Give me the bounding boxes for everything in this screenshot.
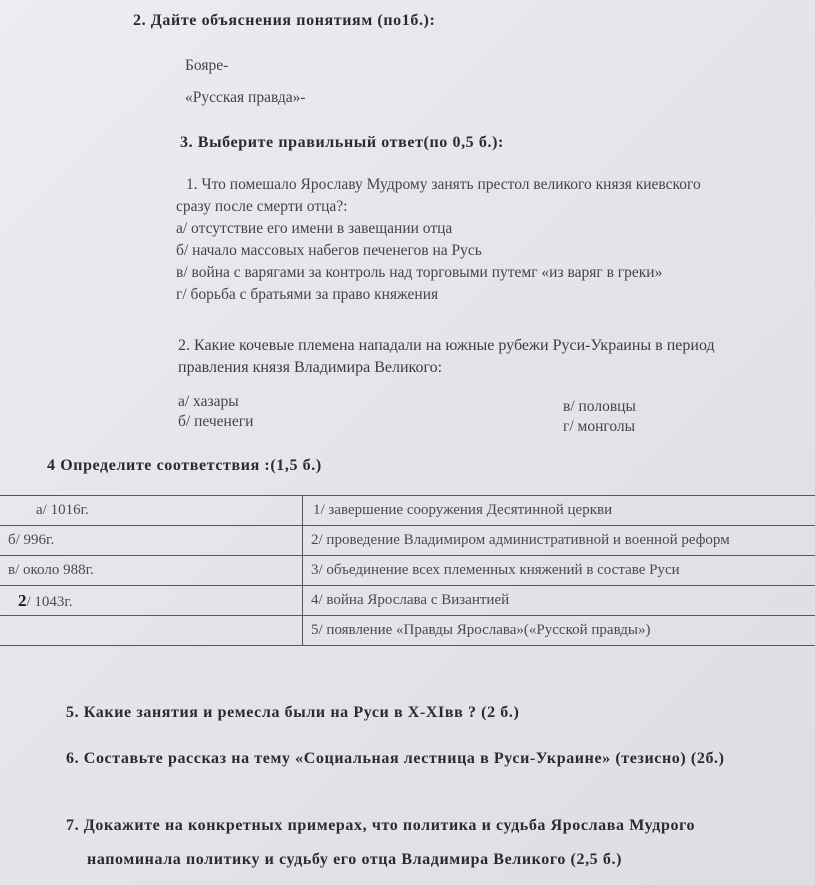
q2-title: 2. Дайте объяснения понятиям (по1б.): <box>133 12 436 29</box>
q3-item1-option-g: г/ борьба с братьями за право княжения <box>176 286 439 303</box>
q3-item2-option-g: г/ монголы <box>563 418 636 435</box>
q7-line2: напоминала политику и судьбу его отца Владимира Великого (2,5 б.) <box>87 851 623 868</box>
matching-table <box>0 495 815 646</box>
term-russkaya-pravda: «Русская правда»- <box>185 89 306 106</box>
q3-title: 3. Выберите правильный ответ(по 0,5 б.): <box>180 134 504 151</box>
table-row <box>0 586 815 616</box>
table-row <box>0 496 815 526</box>
q3-item2-line2: правления князя Владимира Великого: <box>178 359 443 376</box>
q3-item1-option-a: а/ отсутствие его имени в завещании отца <box>176 220 453 237</box>
q3-item1-option-b: б/ начало массовых набегов печенегов на Русь <box>176 242 482 259</box>
event-cell: 2/ проведение Владимиром административной и военной реформ <box>303 526 815 556</box>
date-cell: в/ около 988г. <box>0 556 303 586</box>
q3-item1-line1: 1. Что помешало Ярославу Мудрому занять престол великого князя киевского <box>186 176 701 193</box>
q3-item1-option-v: в/ война с варягами за контроль над торговыми путемг «из варяг в греки» <box>176 264 663 281</box>
date-cell: / 1043г. <box>26 593 73 610</box>
date-cell <box>0 616 303 646</box>
q5-text: 5. Какие занятия и ремесла были на Руси в X-XIвв ? (2 б.) <box>66 704 520 721</box>
q3-item2-option-a: а/ хазары <box>178 393 239 410</box>
q3-item1-line2: сразу после смерти отца?: <box>176 198 348 215</box>
event-cell: 3/ объединение всех племенных княжений в составе Руси <box>303 556 815 586</box>
table-row <box>0 526 815 556</box>
q3-item2-option-v: в/ половцы <box>563 398 636 415</box>
date-cell: б/ 996г. <box>0 526 303 556</box>
q3-item2-option-b: б/ печенеги <box>178 413 254 430</box>
q7-line1: 7. Докажите на конкретных примерах, что политика и судьба Ярослава Мудрого <box>66 817 696 834</box>
q3-item2-line1: 2. Какие кочевые племена нападали на южные рубежи Руси-Украины в период <box>178 337 715 354</box>
q6-text: 6. Составьте рассказ на тему «Социальная лестница в Руси-Украине» (тезисно) (2б.) <box>66 750 725 767</box>
date-cell: а/ 1016г. <box>0 496 303 526</box>
table-row <box>0 616 815 646</box>
table-row <box>0 556 815 586</box>
term-boyare: Бояре- <box>185 57 229 74</box>
event-cell: 5/ появление «Правды Ярослава»(«Русской правды») <box>303 616 815 646</box>
event-cell: 4/ война Ярослава с Византией <box>303 586 815 616</box>
event-cell: 1/ завершение сооружения Десятинной церкви <box>303 496 815 526</box>
q4-title: 4 Определите соответствия :(1,5 б.) <box>47 457 322 474</box>
handwritten-mark: 2 <box>18 590 27 610</box>
